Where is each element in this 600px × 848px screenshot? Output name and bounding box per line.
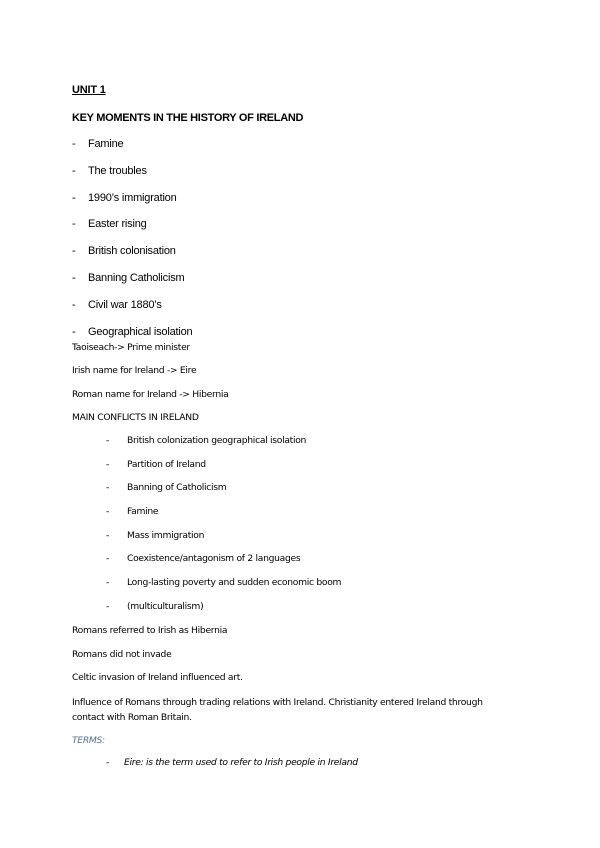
list-item-text: Civil war 1880’s bbox=[88, 298, 162, 311]
list-item bbox=[72, 245, 192, 272]
dash-bullet: - bbox=[106, 435, 110, 446]
list-item bbox=[72, 165, 192, 192]
dash-bullet: - bbox=[72, 138, 76, 150]
list-item-text: Banning Catholicism bbox=[88, 271, 185, 284]
note-taoiseach: Taoiseach-> Prime minister bbox=[72, 342, 190, 353]
list-item bbox=[106, 553, 341, 577]
eire-term-text: Eire: is the term used to refer to Irish people in Ireland bbox=[124, 757, 358, 768]
dash-bullet: - bbox=[72, 325, 76, 338]
terms-label: TERMS: bbox=[72, 735, 105, 746]
eire-term-item bbox=[106, 757, 358, 768]
list-item-text: Easter rising bbox=[88, 218, 147, 231]
list-item-text: Banning of Catholicism bbox=[127, 482, 227, 494]
dash-bullet: - bbox=[106, 506, 110, 518]
list-item-text: Famine bbox=[88, 138, 124, 150]
list-item-text: British colonization geographical isolation bbox=[127, 435, 307, 446]
dash-bullet: - bbox=[106, 553, 110, 565]
dash-bullet: - bbox=[72, 191, 76, 204]
dash-bullet: - bbox=[106, 577, 110, 589]
list-item bbox=[106, 577, 341, 601]
main-heading: KEY MOMENTS IN THE HISTORY OF IRELAND bbox=[72, 112, 304, 124]
list-item bbox=[106, 435, 341, 459]
dash-bullet: - bbox=[72, 164, 76, 177]
list-item bbox=[106, 459, 341, 483]
dash-bullet: - bbox=[72, 271, 76, 284]
note-roman-name: Roman name for Ireland -> Hibernia bbox=[72, 389, 229, 400]
list-item-text: 1990’s immigration bbox=[88, 191, 177, 204]
dash-bullet: - bbox=[106, 600, 110, 612]
dash-bullet: - bbox=[106, 529, 110, 541]
list-item bbox=[106, 482, 341, 506]
list-item-text: British colonisation bbox=[88, 245, 176, 258]
list-item bbox=[72, 218, 192, 245]
conflicts-list bbox=[106, 435, 341, 625]
paragraph-romans-hibernia: Romans referred to Irish as Hibernia bbox=[72, 625, 228, 636]
dash-bullet: - bbox=[72, 298, 76, 311]
list-item bbox=[72, 192, 192, 219]
note-irish-name: Irish name for Ireland -> Eire bbox=[72, 365, 197, 376]
list-item-text: The troubles bbox=[88, 164, 147, 177]
list-item-text: Coexistence/antagonism of 2 languages bbox=[127, 553, 301, 565]
list-item bbox=[106, 601, 341, 625]
dash-bullet: - bbox=[106, 757, 110, 768]
list-item-text: Long-lasting poverty and sudden economic boom bbox=[127, 577, 342, 589]
paragraph-influence-line-2: contact with Roman Britain. bbox=[72, 712, 192, 723]
key-moments-list bbox=[72, 138, 192, 352]
dash-bullet: - bbox=[72, 218, 76, 231]
paragraph-influence-line-1: Influence of Romans through trading relations with Ireland. Christianity entered Ireland through bbox=[72, 697, 483, 708]
main-conflicts-heading: MAIN CONFLICTS IN IRELAND bbox=[72, 412, 199, 423]
dash-bullet: - bbox=[106, 482, 110, 494]
list-item-text: Geographical isolation bbox=[88, 325, 193, 338]
dash-bullet: - bbox=[106, 458, 110, 470]
list-item-text: (multiculturalism) bbox=[127, 600, 204, 612]
list-item-text: Partition of Ireland bbox=[127, 458, 206, 470]
list-item bbox=[106, 506, 341, 530]
list-item bbox=[72, 272, 192, 299]
list-item-text: Mass immigration bbox=[127, 529, 205, 541]
list-item bbox=[72, 299, 192, 326]
paragraph-romans-invade: Romans did not invade bbox=[72, 649, 172, 660]
unit-title: UNIT 1 bbox=[72, 84, 106, 96]
list-item bbox=[72, 138, 192, 165]
dash-bullet: - bbox=[72, 245, 76, 258]
paragraph-celtic: Celtic invasion of Ireland influenced art. bbox=[72, 672, 243, 683]
list-item bbox=[106, 530, 341, 554]
list-item-text: Famine bbox=[127, 506, 159, 518]
